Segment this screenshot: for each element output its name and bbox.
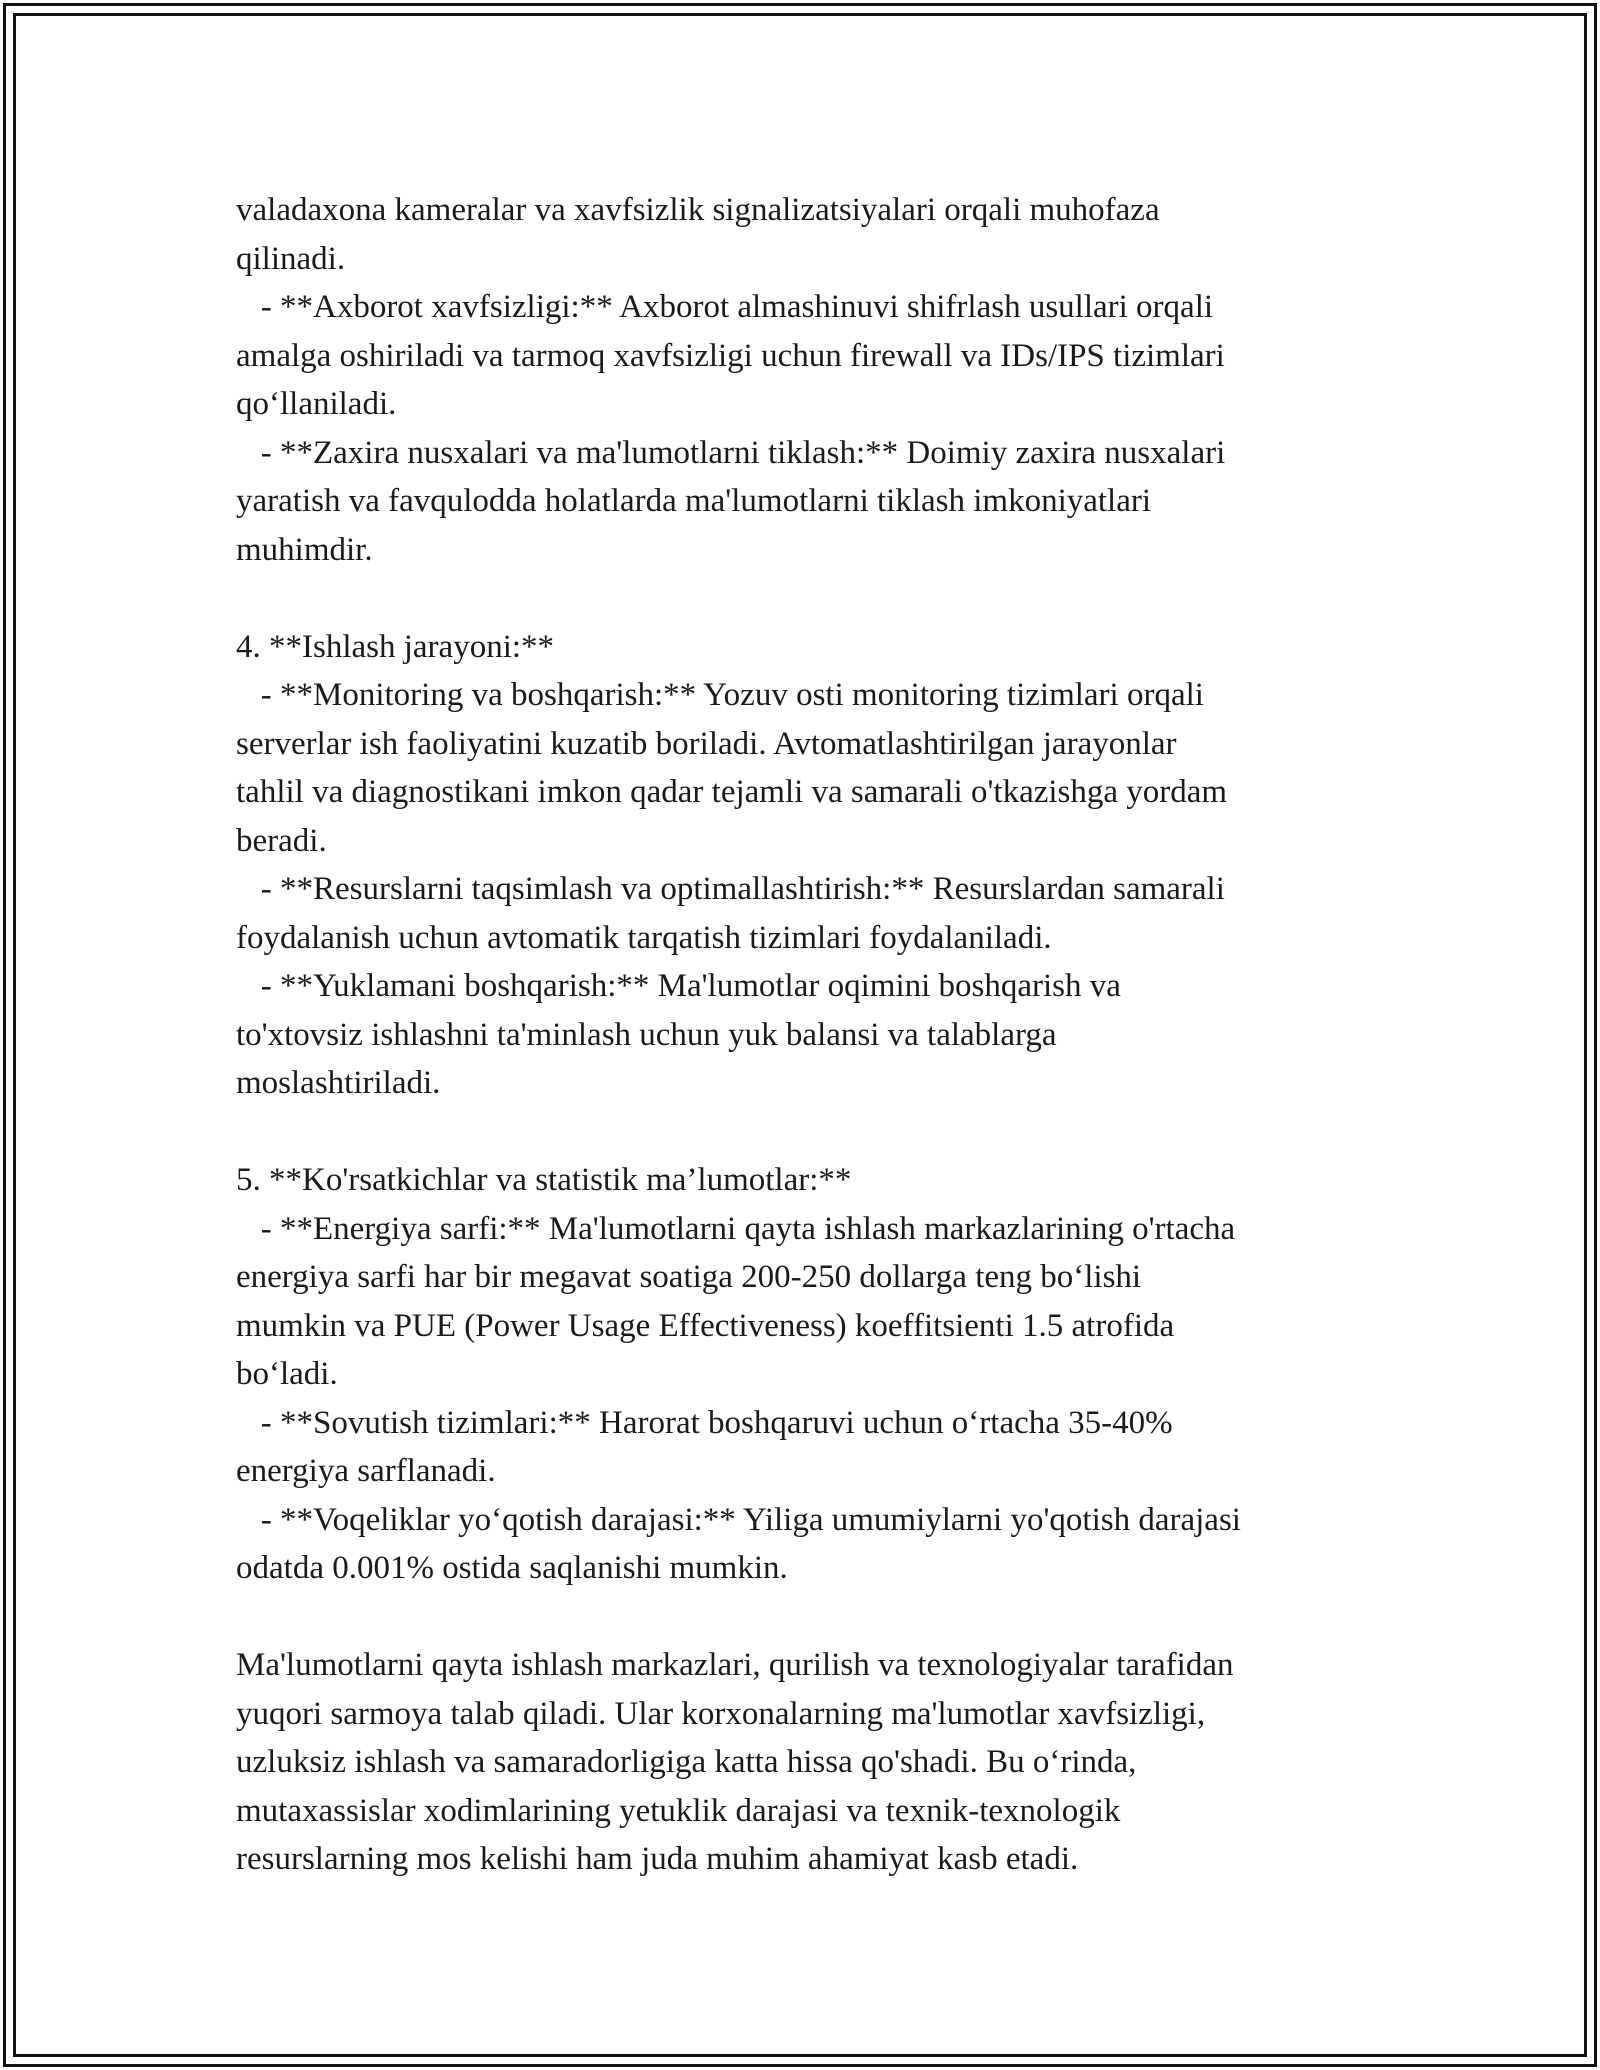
text-line: yuqori sarmoya talab qiladi. Ular korxonalarning ma'lumotlar xavfsizligi, bbox=[236, 1695, 1206, 1732]
text-line: amalga oshiriladi va tarmoq xavfsizligi uchun firewall va IDs/IPS tizimlari bbox=[236, 337, 1225, 374]
text-line: 4. **Ishlash jarayoni:** bbox=[236, 628, 555, 665]
blank-line bbox=[236, 574, 1376, 623]
text-line: - **Resurslarni taqsimlash va optimallashtirish:** Resurslardan samarali bbox=[236, 871, 1225, 907]
text-line: energiya sarfi har bir megavat soatiga 200-250 dollarga teng bo‘lishi bbox=[236, 1259, 1142, 1295]
document-body bbox=[236, 186, 1376, 1884]
text-line: odatda 0.001% ostida saqlanishi mumkin. bbox=[236, 1550, 788, 1586]
text-line: foydalanish uchun avtomatik tarqatish tizimlari foydalaniladi. bbox=[236, 919, 1052, 956]
text-line: - **Axborot xavfsizligi:** Axborot almashinuvi shifrlash usullari orqali bbox=[236, 289, 1214, 325]
text-line: mutaxassislar xodimlarining yetuklik darajasi va texnik-texnologik bbox=[236, 1792, 1121, 1829]
text-line: - **Sovutish tizimlari:** Harorat boshqaruvi uchun o‘rtacha 35-40% bbox=[236, 1404, 1173, 1441]
text-line: - **Yuklamani boshqarish:** Ma'lumotlar oqimini boshqarish va bbox=[236, 968, 1121, 1004]
text-line: Ma'lumotlarni qayta ishlash markazlari, qurilish va texnologiyalar tarafidan bbox=[236, 1647, 1234, 1683]
text-line: serverlar ish faoliyatini kuzatib boriladi. Avtomatlashtirilgan jarayonlar bbox=[236, 725, 1177, 762]
text-line: energiya sarflanadi. bbox=[236, 1453, 496, 1489]
text-line: - **Energiya sarfi:** Ma'lumotlarni qayta ishlash markazlarining o'rtacha bbox=[236, 1210, 1236, 1247]
blank-line bbox=[236, 1593, 1376, 1642]
text-line: resurslarning mos kelishi ham juda muhim ahamiyat kasb etadi. bbox=[236, 1841, 1079, 1877]
text-line: - **Monitoring va boshqarish:** Yozuv osti monitoring tizimlari orqali bbox=[236, 677, 1204, 713]
text-line: moslashtiriladi. bbox=[236, 1065, 441, 1101]
text-line: 5. **Ko'rsatkichlar va statistik ma’lumotlar:** bbox=[236, 1162, 852, 1198]
text-line: muhimdir. bbox=[236, 531, 373, 568]
text-line: qo‘llaniladi. bbox=[236, 386, 397, 422]
text-line: to'xtovsiz ishlashni ta'minlash uchun yuk balansi va talablarga bbox=[236, 1016, 1057, 1053]
text-line: beradi. bbox=[236, 822, 327, 859]
text-line: bo‘ladi. bbox=[236, 1356, 338, 1392]
text-line: tahlil va diagnostikani imkon qadar tejamli va samarali o'tkazishga yordam bbox=[236, 774, 1228, 810]
text-line: - **Zaxira nusxalari va ma'lumotlarni tiklash:** Doimiy zaxira nusxalari bbox=[236, 434, 1226, 471]
blank-line bbox=[236, 1108, 1376, 1157]
text-line: valadaxona kameralar va xavfsizlik signalizatsiyalari orqali muhofaza bbox=[236, 192, 1160, 228]
text-line: - **Voqeliklar yo‘qotish darajasi:** Yiliga umumiylarni yo'qotish darajasi bbox=[236, 1501, 1241, 1538]
text-line: uzluksiz ishlash va samaradorligiga katta hissa qo'shadi. Bu o‘rinda, bbox=[236, 1744, 1137, 1780]
text-line: yaratish va favqulodda holatlarda ma'lumotlarni tiklash imkoniyatlari bbox=[236, 483, 1152, 519]
text-line: mumkin va PUE (Power Usage Effectiveness) koeffitsienti 1.5 atrofida bbox=[236, 1307, 1175, 1344]
text-line: qilinadi. bbox=[236, 240, 346, 277]
